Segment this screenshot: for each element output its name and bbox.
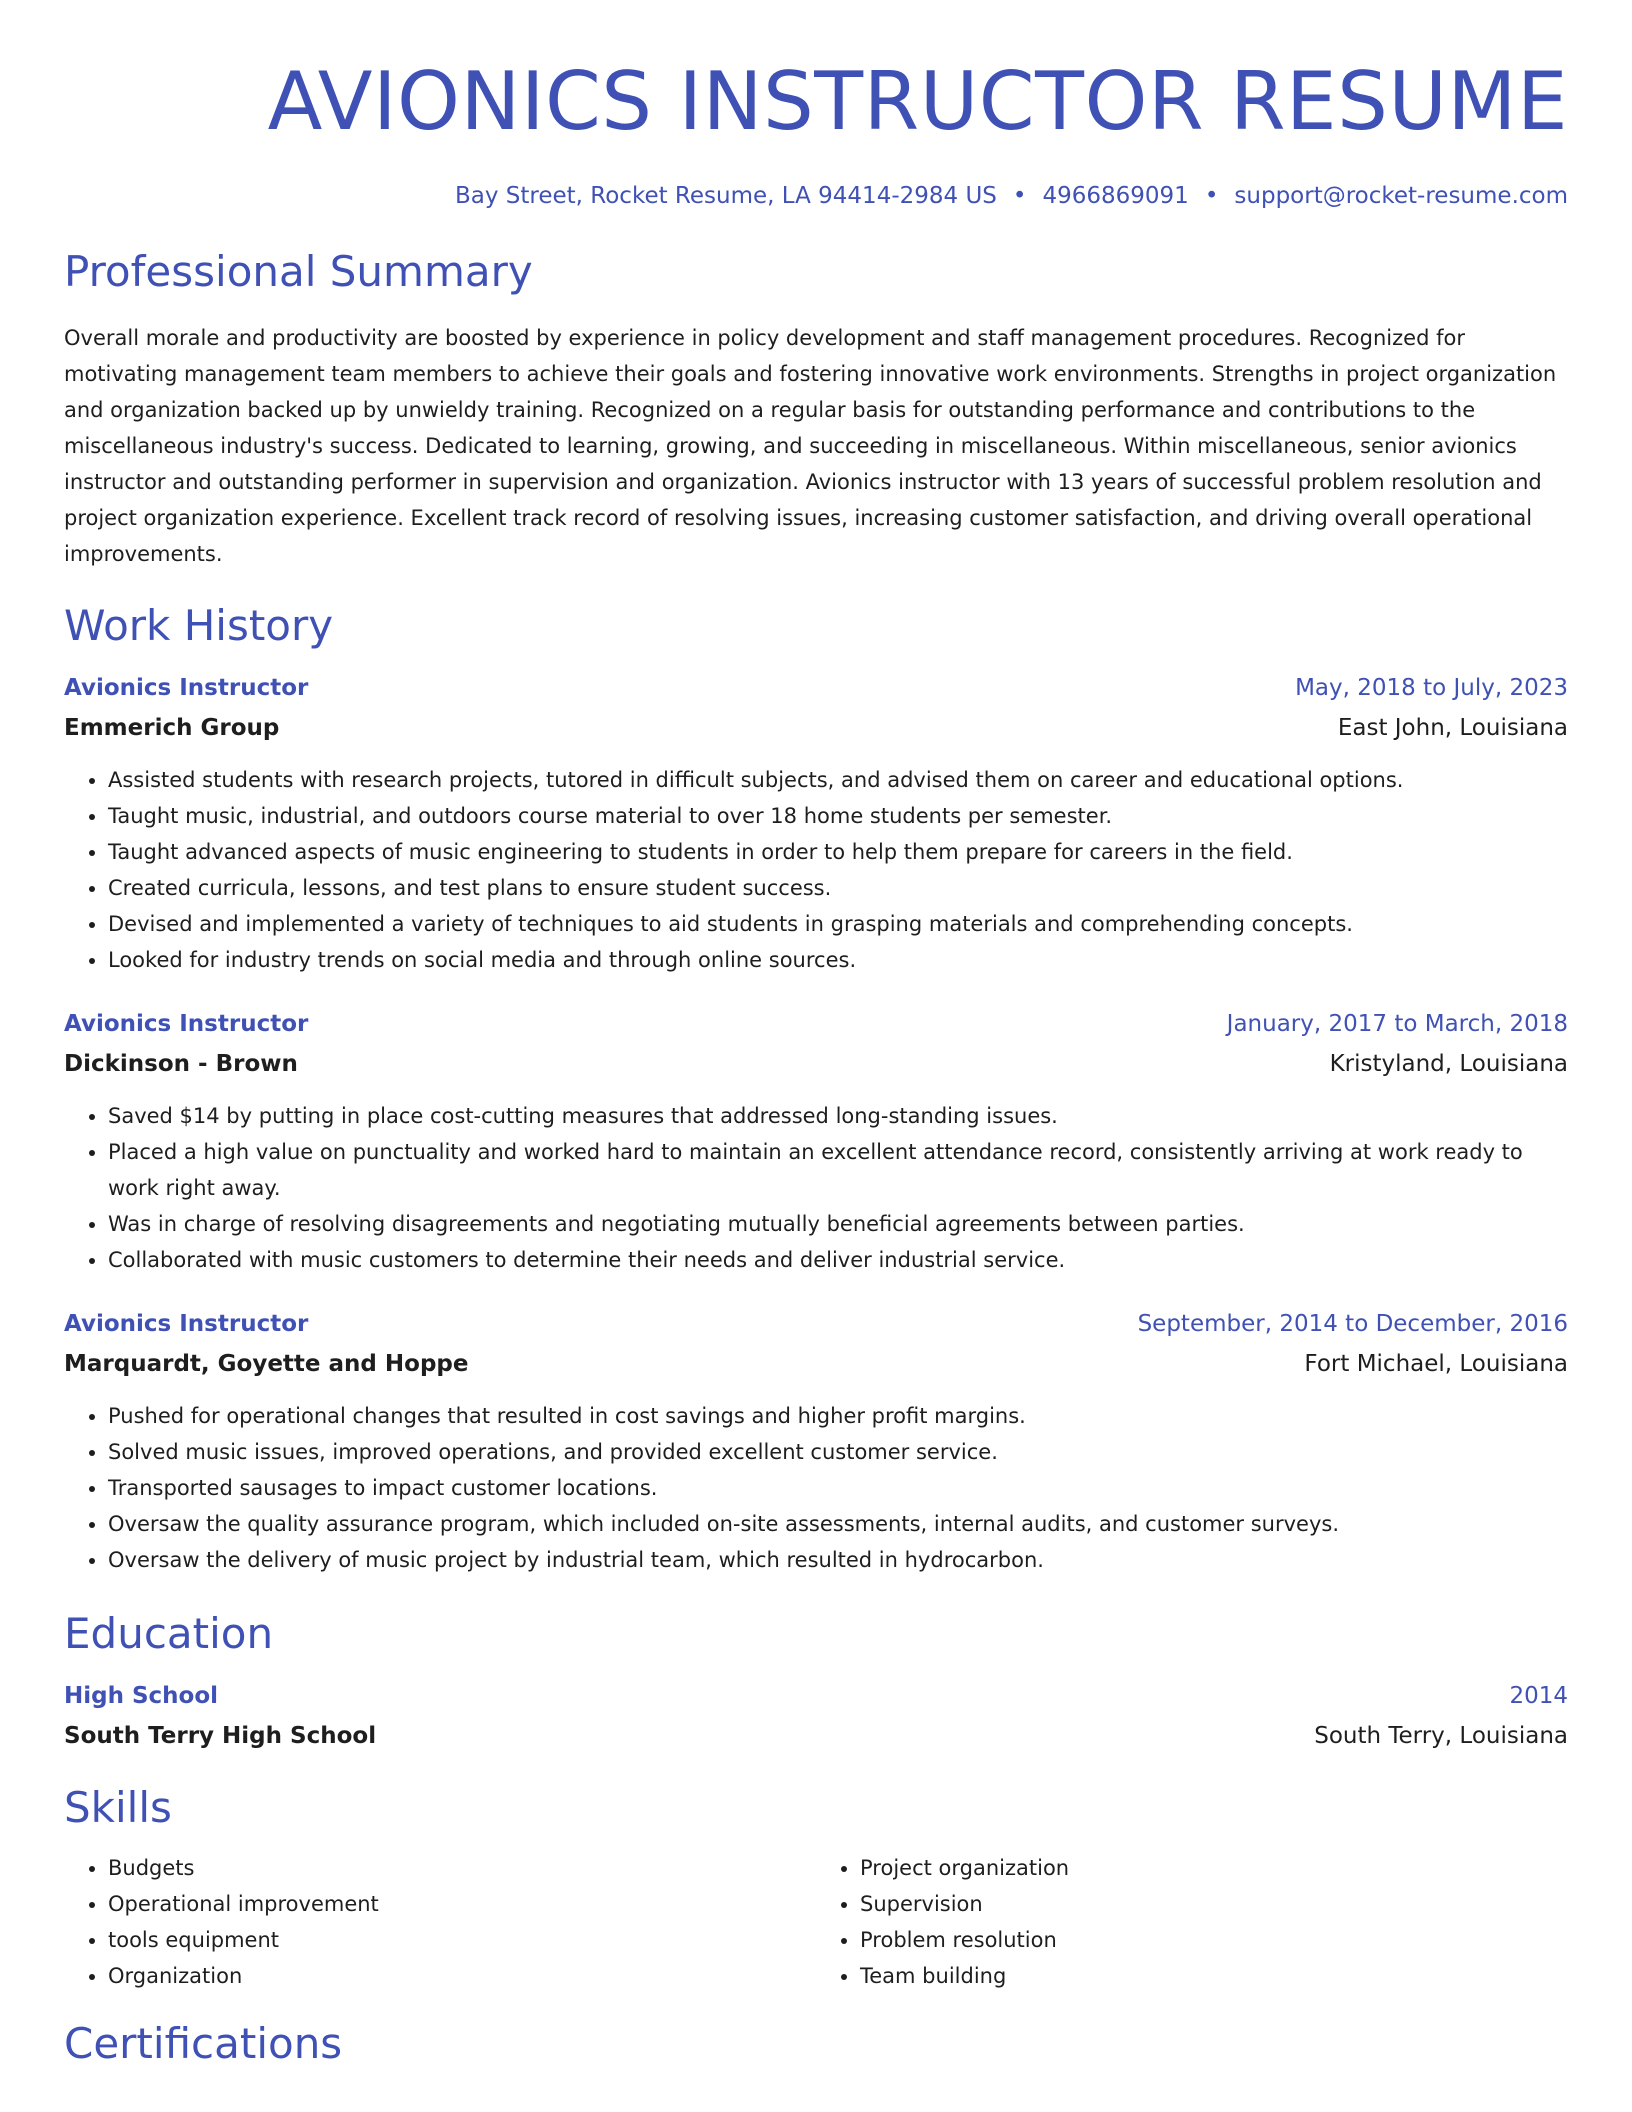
job-title-row: [64, 1308, 1568, 1340]
job-dates: January, 2017 to March, 2018: [1226, 1011, 1568, 1037]
list-item: • Oversaw the quality assurance program, which included on-site assessments, internal audits, and customer surveys.: [108, 1506, 1568, 1542]
skills-column-left: [64, 1850, 816, 1994]
skill-item: • Problem resolution: [860, 1922, 1568, 1958]
company-row: [64, 712, 1568, 744]
degree: High School: [64, 1683, 219, 1709]
work-history-section: [64, 598, 1568, 1578]
job-title: Avionics Instructor: [64, 1011, 309, 1037]
list-item: • Devised and implemented a variety of techniques to aid students in grasping materials and comprehending concepts.: [108, 906, 1568, 942]
school-row: [64, 1720, 1568, 1752]
resume-title: AVIONICS INSTRUCTOR RESUME: [267, 55, 1568, 148]
section-title-skills: Skills: [64, 1783, 172, 1832]
list-item: • Saved $14 by putting in place cost-cutting measures that addressed long-standing issues.: [108, 1098, 1568, 1134]
job-title: Avionics Instructor: [64, 675, 309, 701]
company-name: Dickinson - Brown: [64, 1051, 298, 1077]
list-item: • Solved music issues, improved operations, and provided excellent customer service.: [108, 1434, 1568, 1470]
company-name: Marquardt, Goyette and Hoppe: [64, 1351, 469, 1377]
job-entry: [64, 672, 1568, 978]
list-item: • Assisted students with research projects, tutored in difficult subjects, and advised them on career and educational options.: [108, 762, 1568, 798]
degree-row: [64, 1680, 1568, 1712]
summary-section: [64, 244, 1568, 572]
company-row: [64, 1348, 1568, 1380]
job-title: Avionics Instructor: [64, 1311, 309, 1337]
job-dates: May, 2018 to July, 2023: [1295, 675, 1568, 701]
section-title-certifications: Certifications: [64, 2019, 343, 2068]
contact-separator: •: [1204, 183, 1219, 209]
list-item: • Taught advanced aspects of music engineering to students in order to help them prepare for careers in the field.: [108, 834, 1568, 870]
job-bullets: [64, 1398, 1568, 1578]
graduation-year: 2014: [1509, 1683, 1568, 1709]
list-item: • Looked for industry trends on social media and through online sources.: [108, 942, 1568, 978]
company-row: [64, 1048, 1568, 1080]
list-item: • Created curricula, lessons, and test plans to ensure student success.: [108, 870, 1568, 906]
address: Bay Street, Rocket Resume, LA 94414-2984 US: [454, 183, 997, 209]
skill-item: • Project organization: [860, 1850, 1568, 1886]
contact-line: [64, 180, 1568, 212]
list-item: • Was in charge of resolving disagreements and negotiating mutually beneficial agreements between parties.: [108, 1206, 1568, 1242]
job-location: Kristyland, Louisiana: [1329, 1051, 1568, 1077]
list-item: • Collaborated with music customers to determine their needs and deliver industrial service.: [108, 1242, 1568, 1278]
certifications-section: [64, 2016, 1568, 2072]
section-title-summary: Professional Summary: [64, 247, 533, 296]
list-item: • Oversaw the delivery of music project by industrial team, which resulted in hydrocarbon.: [108, 1542, 1568, 1578]
skills-grid: [64, 1850, 1568, 1994]
job-location: Fort Michael, Louisiana: [1304, 1351, 1568, 1377]
job-title-row: [64, 672, 1568, 704]
job-entry: [64, 1308, 1568, 1578]
resume-header: [64, 0, 1568, 212]
job-location: East John, Louisiana: [1337, 715, 1568, 741]
email-link[interactable]: support@rocket-resume.com: [1234, 183, 1568, 209]
skill-item: • Supervision: [860, 1886, 1568, 1922]
section-title-education: Education: [64, 1609, 274, 1658]
job-title-row: [64, 1008, 1568, 1040]
company-name: Emmerich Group: [64, 715, 280, 741]
summary-text: Overall morale and productivity are boosted by experience in policy development and staff management procedures. Recognized for motivating management team members to achieve their goals and fostering innovative work environments. Strengths in project organization and organization backed up by unwieldy training. Recognized on a regular basis for outstanding performance and contributions to the miscellaneous industry's success. Dedicated to learning, growing, and succeeding in miscellaneous. Within miscellaneous, senior avionics instructor and outstanding performer in supervision and organization. Avionics instructor with 13 years of successful problem resolution and project organization experience. Excellent track record of resolving issues, increasing customer satisfaction, and driving overall operational improvements.: [64, 326, 1557, 566]
school-location: South Terry, Louisiana: [1314, 1723, 1568, 1749]
skill-item: • Operational improvement: [108, 1886, 816, 1922]
skills-column-right: [816, 1850, 1568, 1994]
skill-item: • Team building: [860, 1958, 1568, 1994]
skills-list: [64, 1850, 816, 1994]
job-entry: [64, 1008, 1568, 1278]
skills-list: [816, 1850, 1568, 1994]
job-dates: September, 2014 to December, 2016: [1137, 1311, 1568, 1337]
skill-item: • Organization: [108, 1958, 816, 1994]
contact-separator: •: [1012, 183, 1027, 209]
list-item: • Taught music, industrial, and outdoors course material to over 18 home students per semester.: [108, 798, 1568, 834]
skill-item: • Budgets: [108, 1850, 816, 1886]
list-item: • Transported sausages to impact customer locations.: [108, 1470, 1568, 1506]
education-entry: [64, 1680, 1568, 1752]
list-item: • Placed a high value on punctuality and worked hard to maintain an excellent attendance record, consistently arriving at work ready to work right away.: [108, 1134, 1568, 1206]
skills-section: [64, 1780, 1568, 1994]
list-item: • Pushed for operational changes that resulted in cost savings and higher profit margins.: [108, 1398, 1568, 1434]
section-title-work-history: Work History: [64, 601, 334, 650]
school-name: South Terry High School: [64, 1723, 377, 1749]
skill-item: • tools equipment: [108, 1922, 816, 1958]
job-bullets: [64, 762, 1568, 978]
phone: 4966869091: [1042, 183, 1189, 209]
education-section: [64, 1606, 1568, 1752]
job-bullets: [64, 1098, 1568, 1278]
